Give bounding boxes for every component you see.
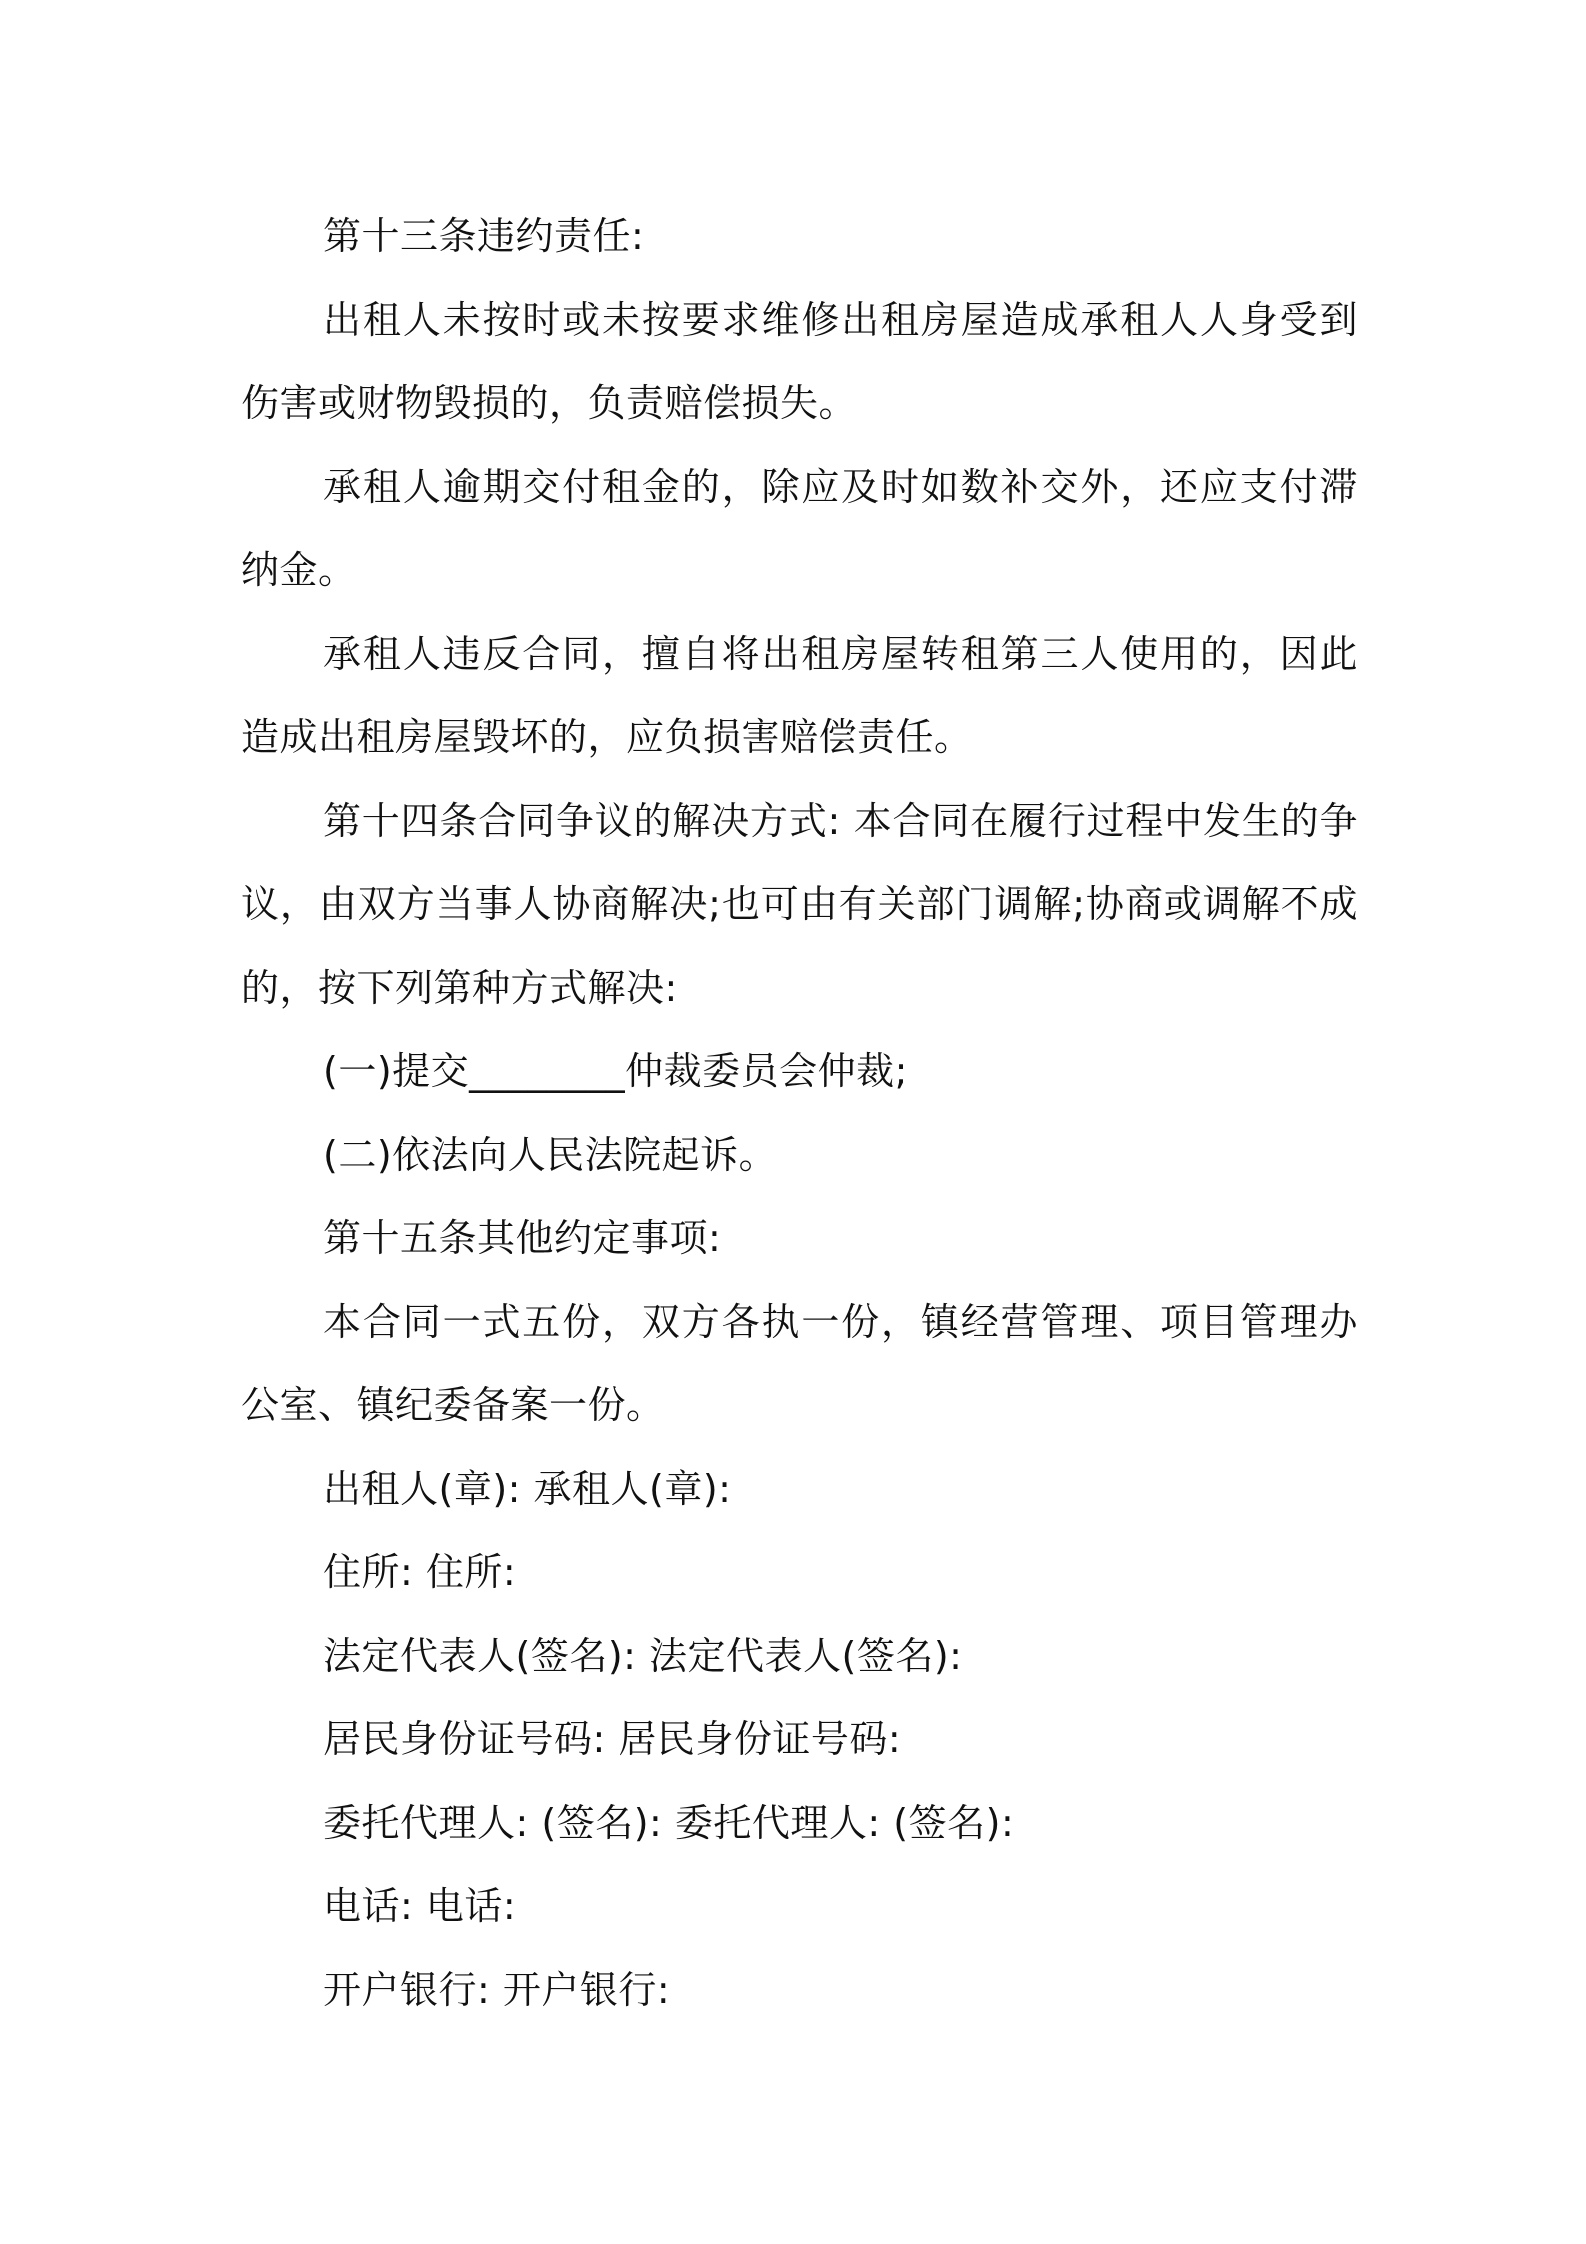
signature-line-legal-representative: 法定代表人(签名): 法定代表人(签名): [323,1633,963,1678]
article-13-paragraph-3: 承租人违反合同，擅自将出租房屋转租第三人使用的，因此造成出租房屋毁坏的，应负损害赔偿责任。 [241,631,1358,759]
signature-line-address: 住所: 住所: [323,1550,517,1594]
article-13-paragraph-2: 承租人逾期交付租金的，除应及时如数补交外，还应支付滞纳金。 [241,464,1358,592]
article-13-heading: 第十三条违约责任: [323,214,645,258]
article-15-paragraph-1: 本合同一式五份，双方各执一份，镇经营管理、项目管理办公室、镇纪委备案一份。 [241,1299,1358,1427]
signature-line-lessor-seal: 出租人(章): 承租人(章): [323,1466,732,1511]
signature-line-agent: 委托代理人: (签名): 委托代理人: (签名): [323,1800,1015,1845]
article-14-option-1: (一)提交________仲裁委员会仲裁; [323,1049,908,1093]
article-13-paragraph-1: 出租人未按时或未按要求维修出租房屋造成承租人人身受到伤害或财物毁损的，负责赔偿损失。 [241,297,1358,425]
signature-line-phone: 电话: 电话: [323,1884,517,1928]
article-15-heading: 第十五条其他约定事项: [323,1216,722,1260]
signature-line-id-number: 居民身份证号码: 居民身份证号码: [323,1717,902,1761]
article-14-paragraph: 第十四条合同争议的解决方式: 本合同在履行过程中发生的争议，由双方当事人协商解决;也可由有关部门调解;协商或调解不成的，按下列第种方式解决: [241,798,1358,1010]
article-14-option-2: (二)依法向人民法院起诉。 [323,1132,778,1177]
document-body [241,195,1358,2032]
signature-line-bank: 开户银行: 开户银行: [323,1967,671,2012]
